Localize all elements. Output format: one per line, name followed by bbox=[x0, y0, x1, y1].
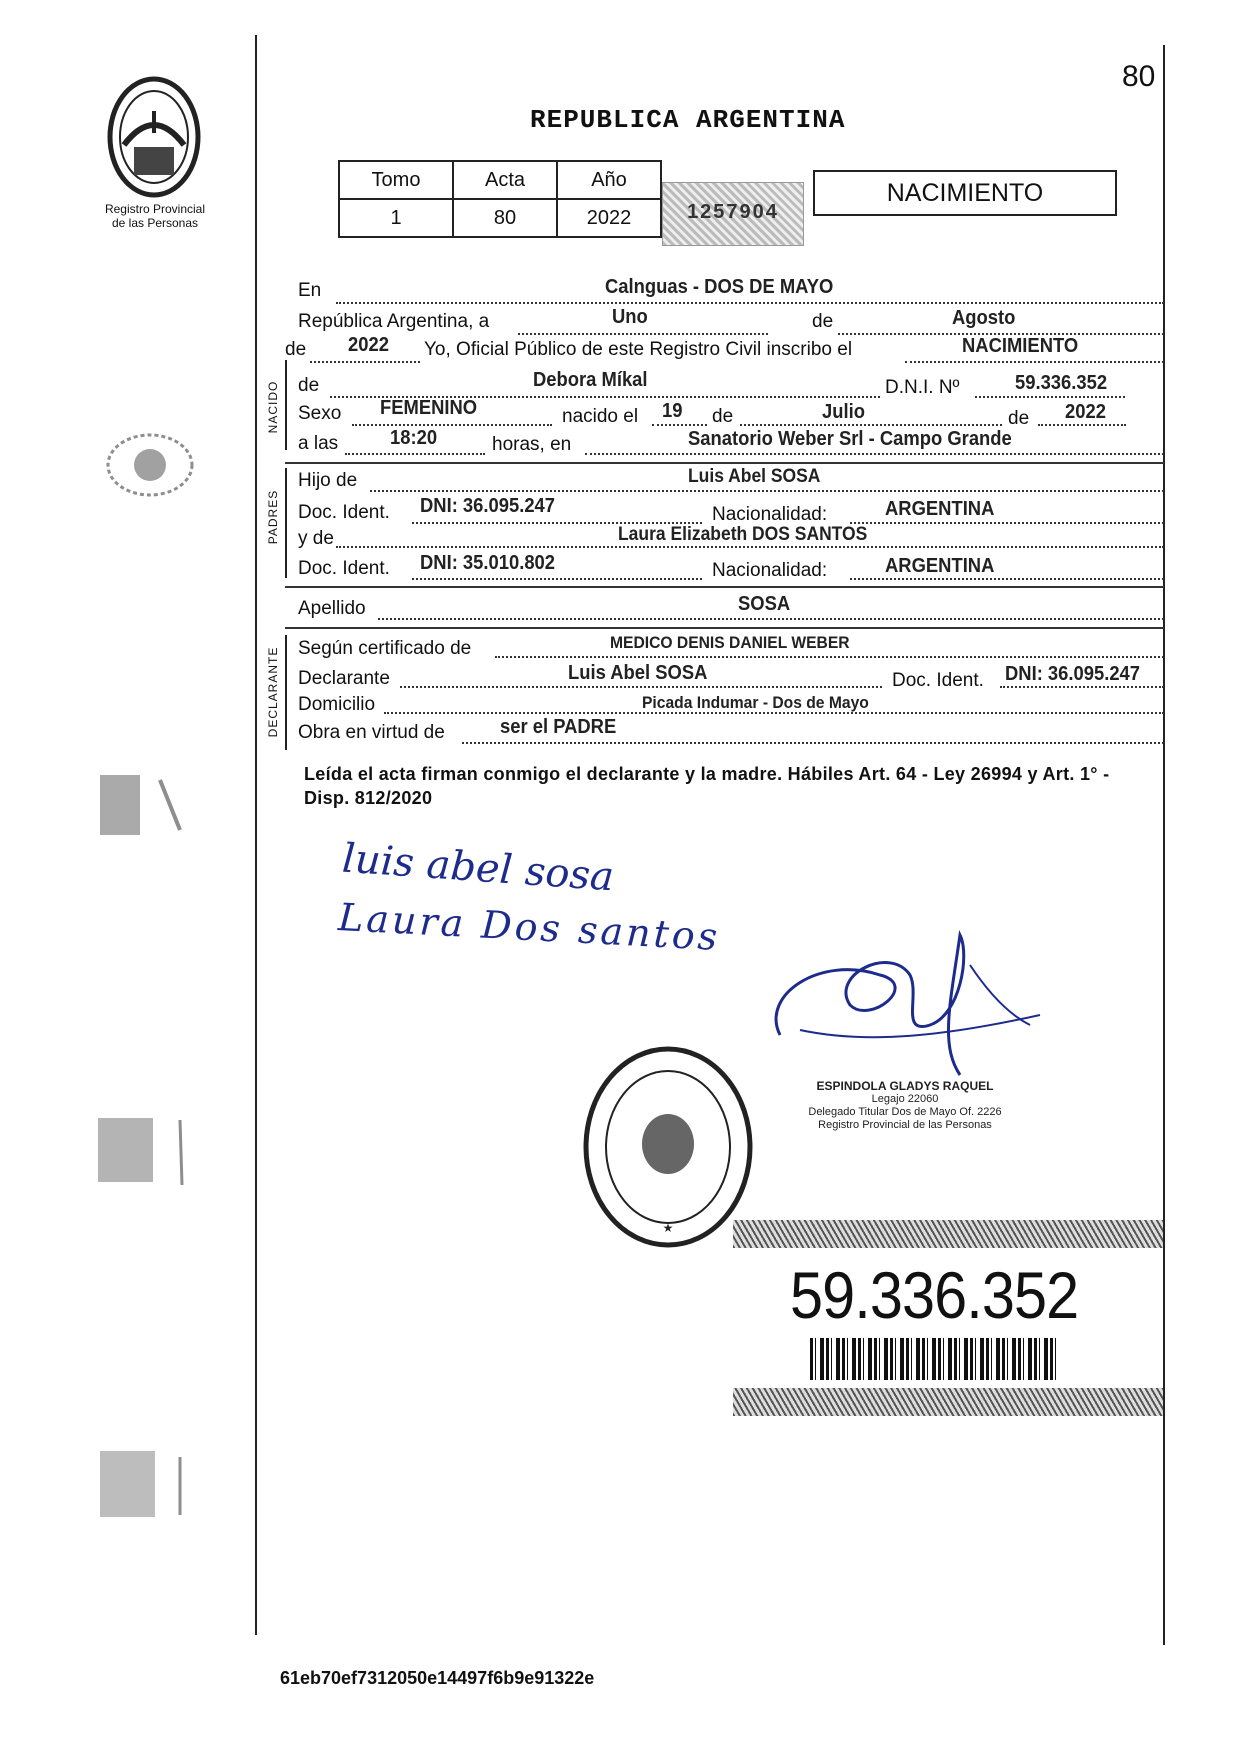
official-legajo: Legajo 22060 bbox=[871, 1093, 939, 1105]
label-doc-ident-padre: Doc. Ident. bbox=[298, 502, 390, 523]
dotted-line bbox=[518, 333, 768, 335]
dotted-line bbox=[1038, 424, 1126, 426]
tomo-value: 1 bbox=[339, 199, 453, 237]
reference-table bbox=[338, 160, 662, 238]
dotted-line bbox=[850, 578, 1164, 580]
dotted-line bbox=[850, 522, 1164, 524]
dotted-line bbox=[352, 424, 552, 426]
left-margin-line bbox=[255, 35, 257, 1635]
record-type: NACIMIENTO bbox=[886, 179, 1044, 207]
field-certificado: MEDICO DENIS DANIEL WEBER bbox=[610, 633, 850, 652]
registry-logo bbox=[98, 75, 210, 200]
separator bbox=[285, 462, 1164, 464]
label-de-anio: de bbox=[1008, 408, 1030, 429]
field-declarante: Luis Abel SOSA bbox=[568, 662, 708, 684]
field-dni: 59.336.352 bbox=[1015, 372, 1108, 394]
margin-stamp bbox=[90, 770, 200, 840]
registry-name-line2: de las Personas bbox=[111, 216, 199, 230]
label-dni: D.N.I. Nº bbox=[885, 377, 960, 398]
declarante-bracket bbox=[285, 635, 287, 750]
margin-stamp bbox=[90, 1110, 200, 1190]
label-doc-ident-madre: Doc. Ident. bbox=[298, 558, 390, 579]
nacido-bracket bbox=[285, 360, 287, 450]
official-cargo: Delegado Titular Dos de Mayo Of. 2226 bbox=[808, 1106, 1002, 1118]
dotted-line bbox=[740, 424, 1002, 426]
label-y-de: y de bbox=[298, 528, 334, 549]
padres-bracket bbox=[285, 468, 287, 578]
section-label-padres: PADRES bbox=[266, 489, 280, 545]
field-obra: ser el PADRE bbox=[500, 716, 617, 738]
label-a-las: a las bbox=[298, 433, 339, 454]
separator bbox=[285, 627, 1164, 629]
record-type-box bbox=[813, 170, 1117, 216]
label-obra: Obra en virtud de bbox=[298, 722, 445, 743]
anio-value: 2022 bbox=[557, 199, 661, 237]
dotted-line bbox=[652, 424, 707, 426]
label-nacionalidad-madre: Nacionalidad: bbox=[712, 560, 828, 581]
page-number: 80 bbox=[1122, 60, 1156, 93]
closing-text: Leída el acta firman conmigo el declarante y la madre. Hábiles Art. 64 - Ley 26994 y Art. 1° - Disp. 812/2020 bbox=[304, 764, 1110, 808]
field-nac-dia: 19 bbox=[662, 400, 683, 422]
anio-header: Año bbox=[557, 161, 661, 199]
label-apellido: Apellido bbox=[298, 598, 366, 619]
tomo-header: Tomo bbox=[339, 161, 453, 199]
label-horas-en: horas, en bbox=[492, 434, 572, 455]
security-band bbox=[733, 1388, 1163, 1416]
registry-name bbox=[95, 202, 215, 230]
field-madre-doc: DNI: 35.010.802 bbox=[420, 552, 556, 574]
section-label-declarante: DECLARANTE bbox=[266, 646, 280, 738]
field-nac-mes: Julio bbox=[822, 401, 865, 423]
right-margin-line bbox=[1163, 45, 1165, 1645]
security-stamp bbox=[662, 182, 804, 246]
dotted-line bbox=[975, 396, 1125, 398]
field-mes: Agosto bbox=[952, 307, 1016, 329]
label-en: En bbox=[298, 280, 322, 301]
label-nacionalidad-padre: Nacionalidad: bbox=[712, 504, 828, 525]
official-name: ESPINDOLA GLADYS RAQUEL bbox=[816, 1079, 994, 1093]
dotted-line bbox=[495, 656, 1164, 658]
mother-signature: Laura Dos santos bbox=[337, 895, 722, 959]
acta-value: 80 bbox=[453, 199, 557, 237]
registry-name-line1: Registro Provincial bbox=[104, 202, 206, 216]
dotted-line bbox=[905, 361, 1164, 363]
field-domicilio: Picada Indumar - Dos de Mayo bbox=[642, 693, 869, 712]
label-doc-ident-declarante: Doc. Ident. bbox=[892, 670, 984, 691]
dotted-line bbox=[345, 453, 485, 455]
label-declarante: Declarante bbox=[298, 668, 390, 689]
field-padre-nac: ARGENTINA bbox=[885, 498, 995, 520]
field-padre-doc: DNI: 36.095.247 bbox=[420, 495, 556, 517]
separator bbox=[285, 586, 1164, 588]
field-sexo: FEMENINO bbox=[380, 397, 478, 419]
label-sexo: Sexo bbox=[298, 403, 342, 424]
field-dia: Uno bbox=[612, 306, 648, 328]
label-hijo-de: Hijo de bbox=[298, 470, 358, 491]
margin-stamp bbox=[100, 430, 200, 500]
field-hora: 18:20 bbox=[390, 427, 438, 449]
dotted-line bbox=[378, 618, 1164, 620]
label-de-year: de bbox=[285, 339, 307, 360]
dotted-line bbox=[310, 361, 420, 363]
field-padre: Luis Abel SOSA bbox=[688, 466, 821, 487]
field-apellido: SOSA bbox=[738, 593, 791, 615]
official-registro: Registro Provincial de las Personas bbox=[818, 1119, 992, 1131]
official-signature bbox=[760, 915, 1060, 1085]
dotted-line bbox=[400, 686, 882, 688]
section-label-nacido: NACIDO bbox=[266, 380, 280, 434]
label-de-mes: de bbox=[712, 406, 734, 427]
security-band bbox=[733, 1220, 1163, 1248]
margin-stamp bbox=[90, 1445, 200, 1525]
field-anio: 2022 bbox=[348, 334, 389, 356]
security-stamp-code: 1257904 bbox=[687, 201, 779, 223]
father-signature: luis abel sosa bbox=[340, 835, 616, 901]
dotted-line bbox=[336, 302, 1164, 304]
field-madre-nac: ARGENTINA bbox=[885, 555, 995, 577]
field-lugar-nac: Sanatorio Weber Srl - Campo Grande bbox=[688, 428, 1012, 450]
label-republica: República Argentina, a bbox=[298, 311, 490, 332]
label-de: de bbox=[812, 311, 834, 332]
dotted-line bbox=[585, 453, 1164, 455]
dotted-line bbox=[412, 578, 702, 580]
label-de-name: de bbox=[298, 375, 320, 396]
field-nac-anio: 2022 bbox=[1065, 401, 1106, 423]
svg-text:★: ★ bbox=[662, 1221, 674, 1235]
dotted-line bbox=[336, 546, 1164, 548]
field-nombre: Debora Míkal bbox=[533, 369, 648, 391]
label-segun: Según certificado de bbox=[298, 638, 472, 659]
page-title: REPUBLICA ARGENTINA bbox=[530, 105, 846, 135]
barcode bbox=[810, 1338, 1060, 1380]
label-domicilio: Domicilio bbox=[298, 694, 376, 715]
dotted-line bbox=[370, 490, 1164, 492]
field-declarante-doc: DNI: 36.095.247 bbox=[1005, 663, 1141, 685]
label-inscribo: Yo, Oficial Público de este Registro Civil inscribo el bbox=[424, 339, 853, 360]
acta-header: Acta bbox=[453, 161, 557, 199]
document-hash: 61eb70ef7312050e14497f6b9e91322e bbox=[280, 1668, 595, 1688]
official-block bbox=[790, 1080, 1020, 1132]
field-lugar: Calnguas - DOS DE MAYO bbox=[605, 276, 834, 298]
dotted-line bbox=[1000, 686, 1164, 688]
field-madre: Laura Elizabeth DOS SANTOS bbox=[618, 524, 868, 545]
field-tipo: NACIMIENTO bbox=[962, 335, 1079, 357]
delegation-seal bbox=[578, 1042, 758, 1252]
id-number: 59.336.352 bbox=[790, 1258, 1079, 1332]
label-nacido-el: nacido el bbox=[562, 406, 639, 427]
dotted-line bbox=[462, 742, 1164, 744]
